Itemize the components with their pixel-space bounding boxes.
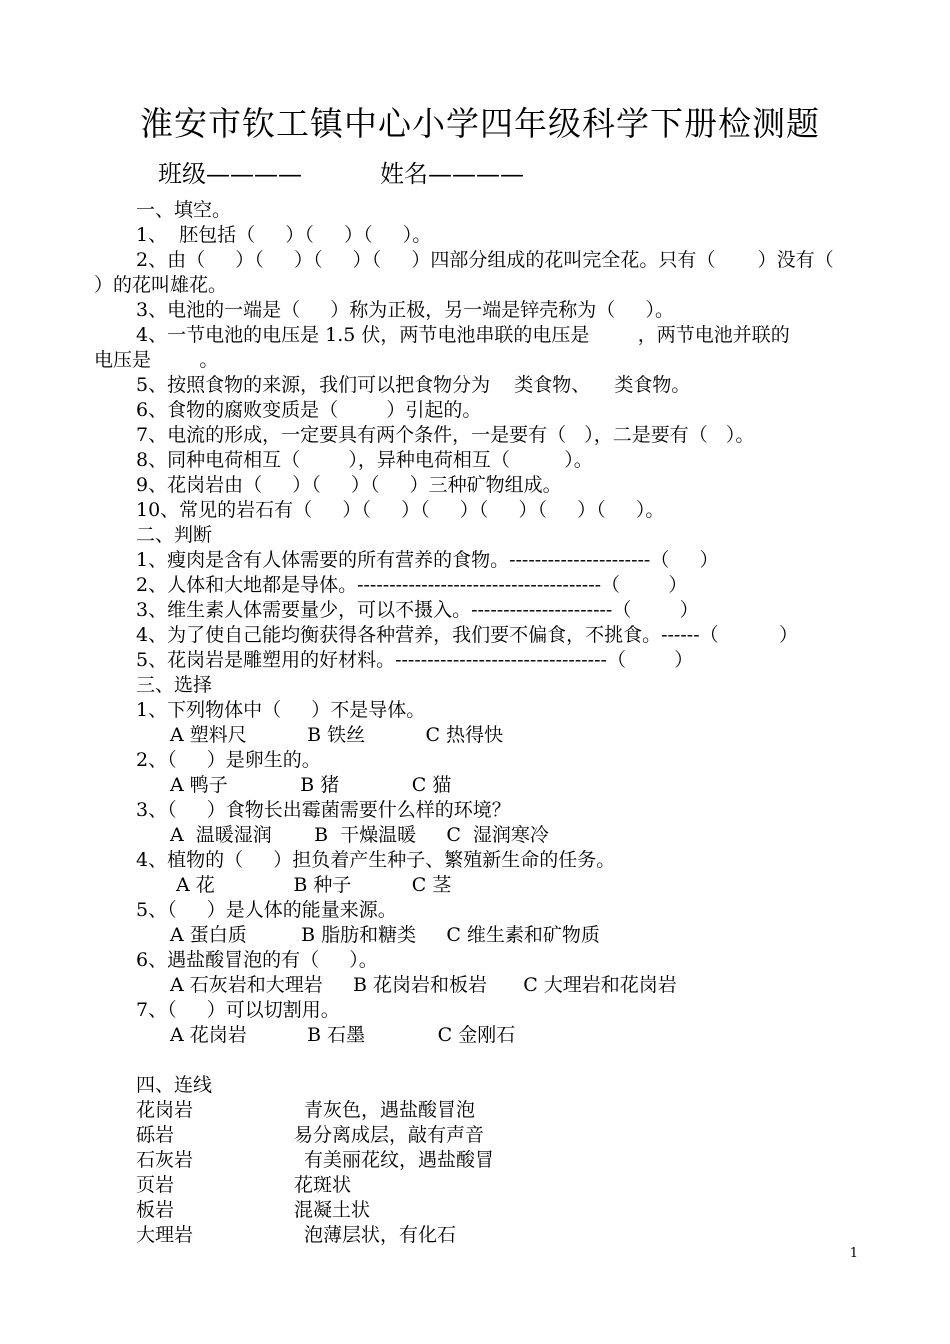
options: A 花岗岩 B 石墨 C 金刚石 <box>170 1024 516 1046</box>
match-left-item: 花岗岩 <box>136 1099 194 1121</box>
question: 2、（ ）是卵生的。 <box>136 749 321 771</box>
match-right-item: 青灰色，遇盐酸冒泡 <box>304 1099 476 1121</box>
class-label: 班级———— <box>158 160 302 188</box>
options: A 花 B 种子 C 茎 <box>170 874 452 896</box>
question: 2、由（ ）（ ）（ ）（ ）四部分组成的花叫完全花。只有（ ）没有（ <box>136 249 834 271</box>
match-left-item: 砾岩 <box>136 1124 175 1146</box>
question: 1、 胚包括（ ）（ ）（ ）。 <box>136 224 432 246</box>
question: 1、瘦肉是含有人体需要的所有营养的食物。----------------------（ ） <box>136 549 719 571</box>
section-heading: 三、选择 <box>136 674 213 696</box>
match-left-item: 大理岩 <box>136 1224 194 1246</box>
question: 7、电流的形成，一定要具有两个条件，一是要有（ ），二是要有（ ）。 <box>136 424 755 446</box>
question: 3、电池的一端是（ ）称为正极，另一端是锌壳称为（ ）。 <box>136 299 674 321</box>
question: 6、遇盐酸冒泡的有（ ）。 <box>136 949 378 971</box>
question: 5、（ ）是人体的能量来源。 <box>136 899 397 921</box>
options: A 鸭子 B 猪 C 猫 <box>170 774 452 796</box>
options: A 石灰岩和大理岩 B 花岗岩和板岩 C 大理岩和花岗岩 <box>170 974 677 996</box>
options: A 蛋白质 B 脂肪和糖类 C 维生素和矿物质 <box>170 924 600 946</box>
question: 4、一节电池的电压是 1.5 伏，两节电池串联的电压是 ，两节电池并联的 <box>136 324 790 346</box>
question: 4、植物的（ ）担负着产生种子、繁殖新生命的任务。 <box>136 849 616 871</box>
question: 5、按照食物的来源，我们可以把食物分为 类食物、 类食物。 <box>136 374 691 396</box>
question: 6、食物的腐败变质是（ ）引起的。 <box>136 399 482 421</box>
section-heading: 四、连线 <box>136 1074 213 1096</box>
match-left-item: 页岩 <box>136 1174 175 1196</box>
question: 9、花岗岩由（ ）（ ）（ ）三种矿物组成。 <box>136 474 562 496</box>
page-number: 1 <box>849 1246 858 1261</box>
match-right-item: 花斑状 <box>294 1174 352 1196</box>
name-label: 姓名———— <box>380 160 524 188</box>
question-continuation: ）的花叫雄花。 <box>94 274 228 296</box>
match-right-item: 泡薄层状，有化石 <box>304 1224 457 1246</box>
page-title: 淮安市钦工镇中心小学四年级科学下册检测题 <box>140 104 820 143</box>
match-right-item: 有美丽花纹，遇盐酸冒 <box>304 1149 495 1171</box>
match-right-item: 混凝土状 <box>294 1199 371 1221</box>
question: 8、同种电荷相互（ ），异种电荷相互（ ）。 <box>136 449 593 471</box>
question-continuation: 电压是 。 <box>94 349 219 371</box>
options: A 温暖湿润 B 干燥温暖 C 湿润寒冷 <box>170 824 549 846</box>
section-heading: 一、填空。 <box>136 199 232 221</box>
match-right-item: 易分离成层，敲有声音 <box>294 1124 485 1146</box>
question: 2、人体和大地都是导体。--------------------------------------（ ） <box>136 574 688 596</box>
options: A 塑料尺 B 铁丝 C 热得快 <box>170 724 504 746</box>
question: 1、下列物体中（ ）不是导体。 <box>136 699 426 721</box>
match-left-item: 板岩 <box>136 1199 175 1221</box>
question: 5、花岗岩是雕塑用的好材料。---------------------------------（ ） <box>136 649 694 671</box>
question: 10、常见的岩石有（ ）（ ）（ ）（ ）（ ）（ ）。 <box>136 499 665 521</box>
question: 3、（ ）食物长出霉菌需要什么样的环境？ <box>136 799 511 821</box>
question: 7、（ ）可以切割用。 <box>136 999 340 1021</box>
match-left-item: 石灰岩 <box>136 1149 194 1171</box>
section-heading: 二、判断 <box>136 524 213 546</box>
question: 3、维生素人体需要量少，可以不摄入。----------------------（ ） <box>136 599 699 621</box>
question: 4、为了使自己能均衡获得各种营养，我们要不偏食，不挑食。------（ ） <box>136 624 799 646</box>
